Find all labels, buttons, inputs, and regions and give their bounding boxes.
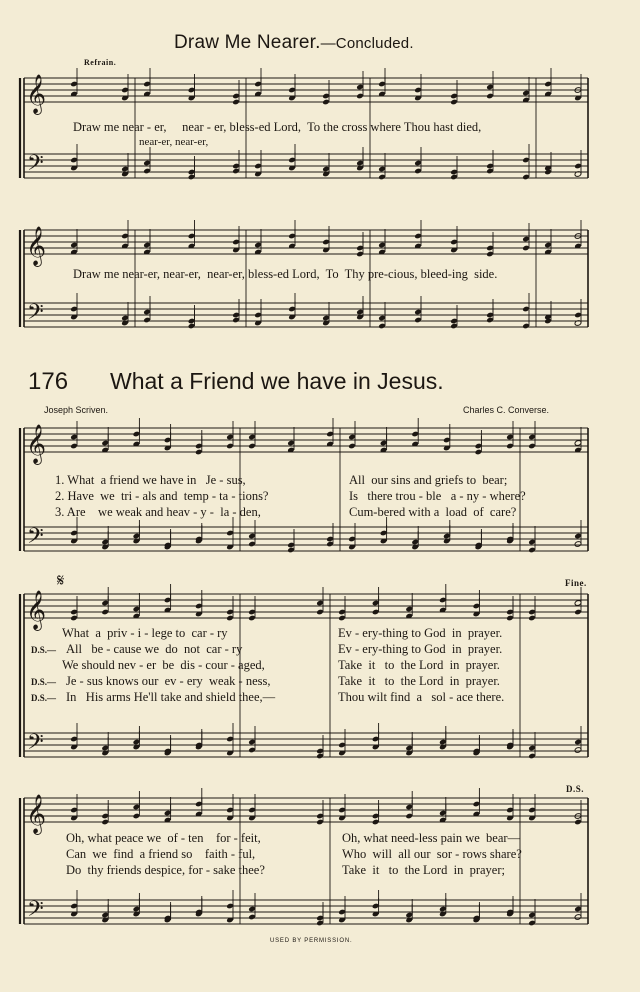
used-by-permission: USED BY PERMISSION.: [270, 938, 353, 944]
ds-label: D.S.—: [31, 693, 57, 703]
verse-line: Take it to the Lord in prayer.: [338, 674, 500, 688]
verse-line: All our sins and griefs to bear;: [349, 473, 508, 487]
bass-clef-icon: 𝄢: [27, 897, 44, 927]
segno-sign: 𝄋: [57, 571, 65, 591]
verse-line: Can we find a friend so faith - ful,: [66, 847, 256, 861]
verse-line: We should nev - er be dis - cour - aged,: [62, 658, 265, 672]
bass-clef-icon: 𝄢: [27, 151, 44, 181]
refrain-bass-lyric: near-er, near-er,: [139, 136, 209, 148]
treble-clef-icon: 𝄞: [26, 590, 47, 630]
verse-line: Who will all our sor - rows share?: [342, 847, 522, 861]
verse-line: Do thy friends despice, for - sake thee?: [66, 863, 265, 877]
verse-line: What a priv - i - lege to car - ry: [62, 626, 228, 640]
hymn-author: Joseph Scriven.: [44, 405, 109, 415]
treble-clef-icon: 𝄞: [26, 226, 47, 266]
verse-line: Oh, what need-less pain we bear—: [342, 831, 521, 845]
verse-line: Ev - ery-thing to God in prayer.: [338, 642, 503, 656]
verse-line: Take it to the Lord in prayer.: [338, 658, 500, 672]
verse-line: Ev - ery-thing to God in prayer.: [338, 626, 503, 640]
ds-label: D.S.—: [31, 677, 57, 687]
verse-line: Je - sus knows our ev - ery weak - ness,: [66, 674, 271, 688]
verse-line: 1. What a friend we have in Je - sus,: [55, 473, 246, 487]
treble-clef-icon: 𝄞: [26, 74, 47, 114]
verse-line: Take it to the Lord in prayer;: [342, 863, 505, 877]
verse-line: Thou wilt find a sol - ace there.: [338, 690, 505, 704]
previous-hymn-title: Draw Me Nearer.—Concluded.: [174, 32, 414, 53]
ds-end-label: D.S.: [566, 784, 585, 794]
treble-clef-icon: 𝄞: [26, 794, 47, 834]
verse-line: In His arms He'll take and shield thee,—: [66, 690, 276, 704]
bass-clef-icon: 𝄢: [27, 730, 44, 760]
verse-line: 2. Have we tri - als and temp - ta - tions?: [55, 489, 269, 503]
hymn-number: 176: [28, 368, 69, 395]
hymn-title: What a Friend we have in Jesus.: [110, 368, 444, 394]
refrain-lyric-line-1: Draw me near - er, near - er, bless-ed Lord, To the cross where Thou hast died,: [73, 120, 482, 134]
verse-line: Is there trou - ble a - ny - where?: [349, 489, 526, 503]
verse-line: Oh, what peace we of - ten for - feit,: [66, 831, 261, 845]
ds-label: D.S.—: [31, 645, 57, 655]
bass-clef-icon: 𝄢: [27, 524, 44, 554]
hymn-composer: Charles C. Converse.: [463, 405, 550, 415]
refrain-label: Refrain.: [84, 58, 117, 67]
verse-line: Cum-bered with a load of care?: [349, 505, 517, 519]
treble-clef-icon: 𝄞: [26, 424, 47, 464]
verse-line: All be - cause we do not car - ry: [66, 642, 243, 656]
verse-line: 3. Are we weak and heav - y - la - den,: [55, 505, 261, 519]
refrain-lyric-line-2: Draw me near-er, near-er, near-er, bless-ed Lord, To Thy pre-cious, bleed-ing side.: [73, 267, 498, 281]
bass-clef-icon: 𝄢: [27, 300, 44, 330]
fine-label: Fine.: [565, 578, 587, 588]
